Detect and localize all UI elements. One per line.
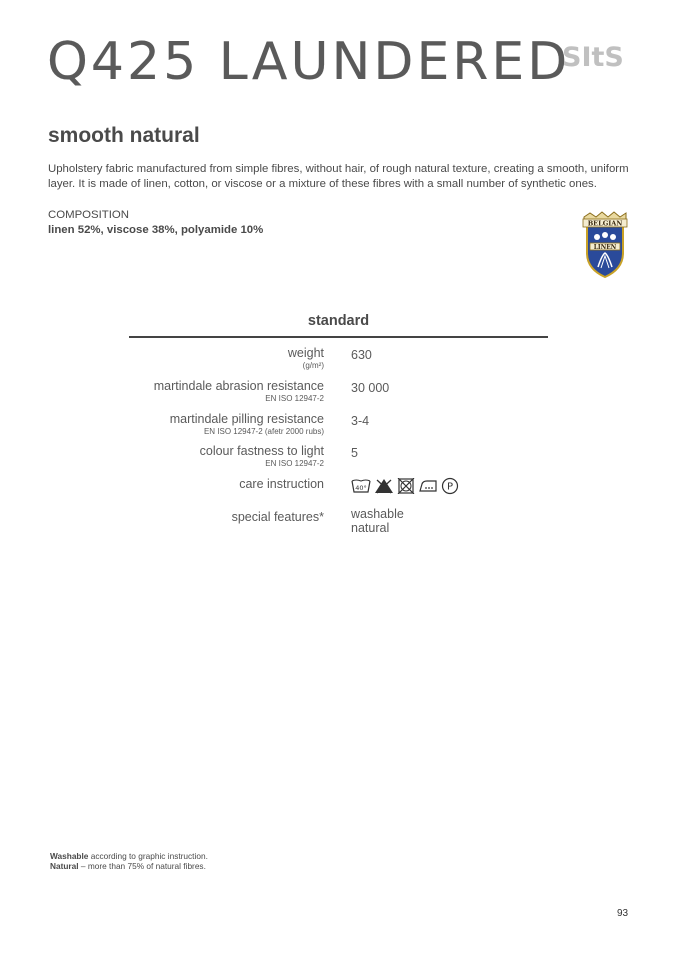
spec-label-weight: weight (g/m²) (287, 346, 324, 370)
svg-text:LINEN: LINEN (593, 244, 617, 251)
footnote-natural: Natural – more than 75% of natural fibres. (50, 861, 206, 871)
product-description: Upholstery fabric manufactured from simple fibres, without hair, of rough natural texture, creating a smooth, uniform layer. It is made of linen, cotton, or viscose or a mixture of these fibres with a small number of synthetic ones. (48, 163, 629, 190)
product-subtitle: smooth natural (48, 124, 200, 147)
spec-value-abrasion: 30 000 (351, 381, 390, 395)
spec-sub-colour-fastness: EN ISO 12947-2 (265, 459, 324, 468)
spec-value-pilling: 3-4 (351, 414, 370, 428)
spec-value-special-features (351, 507, 404, 535)
no-tumble-dry-icon (397, 478, 415, 494)
footnote-washable: Washable according to graphic instruction. (50, 851, 208, 861)
feature-natural: natural (351, 521, 390, 535)
spec-label-pilling: martindale pilling resistance EN ISO 12947-2 (afetr 2000 rubs) (169, 412, 324, 436)
svg-text:BELGIAN: BELGIAN (587, 219, 623, 228)
spec-label-special-features: special features* (231, 510, 324, 524)
page-number: 93 (617, 908, 629, 919)
belgian-linen-logo (580, 211, 630, 279)
care-icons (351, 477, 459, 495)
svg-text:P: P (446, 481, 454, 493)
iron-low-icon (418, 478, 438, 494)
spec-label-care: care instruction (239, 477, 324, 491)
spec-sub-abrasion: EN ISO 12947-2 (265, 394, 324, 403)
spec-label-colour-fastness: colour fastness to light EN ISO 12947-2 (199, 444, 324, 468)
composition-label: COMPOSITION (48, 209, 130, 221)
wash-40-icon (351, 478, 371, 494)
no-bleach-icon (374, 478, 394, 494)
feature-washable: washable (351, 507, 404, 521)
spec-value-colour-fastness: 5 (351, 446, 358, 460)
brand-logo: SItS (562, 42, 624, 73)
spec-sub-weight: (g/m²) (302, 361, 324, 370)
spec-label-abrasion: martindale abrasion resistance EN ISO 12947-2 (153, 379, 324, 403)
page-title: Q425 LAUNDERED (47, 32, 571, 92)
dry-clean-p-icon (441, 477, 459, 495)
svg-text:40°: 40° (355, 484, 367, 492)
spec-sub-pilling: EN ISO 12947-2 (afetr 2000 rubs) (203, 427, 324, 436)
specs-divider (129, 336, 548, 338)
spec-value-weight: 630 (351, 348, 372, 362)
composition-value: linen 52%, viscose 38%, polyamide 10% (48, 224, 264, 236)
specs-heading: standard (307, 313, 370, 329)
